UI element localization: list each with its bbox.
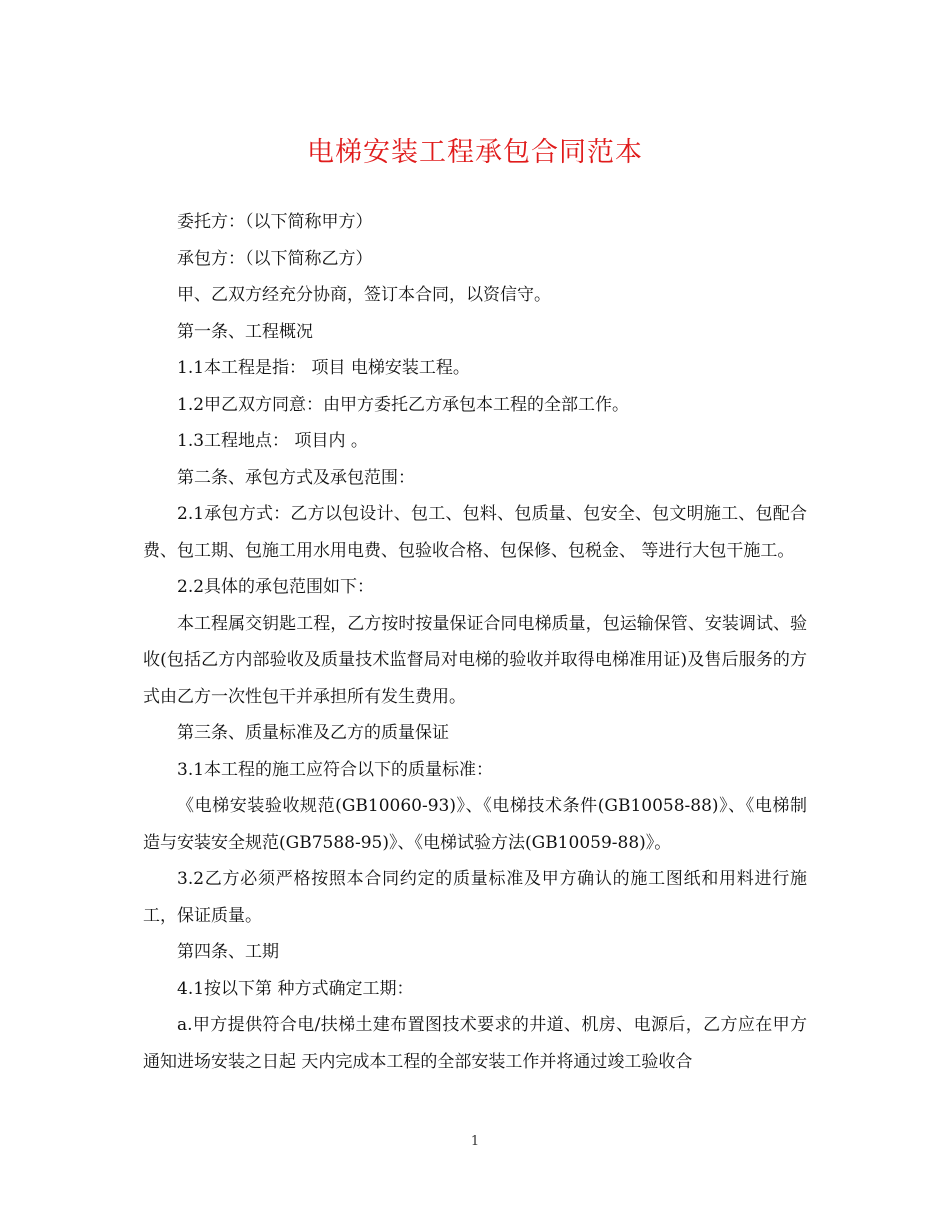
section-heading: 第四条、工期: [177, 942, 279, 962]
section-heading: 第三条、质量标准及乙方的质量保证: [177, 723, 449, 743]
paragraph: 3.2乙方必须严格按照本合同约定的质量标准及甲方确认的施工图纸和用料进行施工，保证质量。: [143, 869, 807, 926]
paragraph: 承包方：（以下简称乙方）: [177, 248, 373, 269]
document-body: [143, 204, 807, 1080]
paragraph: 1.2甲乙双方同意：由甲方委托乙方承包本工程的全部工作。: [177, 394, 630, 415]
paragraph: a.甲方提供符合电/扶梯土建布置图技术要求的井道、机房、电源后，乙方应在甲方通知进场安装之日起 天内完成本工程的全部安装工作并将通过竣工验收合: [143, 1015, 807, 1072]
paragraph: 4.1按以下第 种方式确定工期：: [177, 978, 414, 999]
paragraph: 甲、乙双方经充分协商，签订本合同，以资信守。: [177, 285, 551, 305]
paragraph: 1.1本工程是指： 项目 电梯安装工程。: [177, 358, 470, 378]
paragraph: 2.2具体的承包范围如下：: [177, 577, 375, 597]
paragraph: 1.3工程地点： 项目内 。: [177, 431, 368, 451]
paragraph: 本工程属交钥匙工程，乙方按时按量保证合同电梯质量，包运输保管、安装调试、验收(包括乙方内部验收及质量技术监督局对电梯的验收并取得电梯准用证)及售后服务的方式由乙方一次性包干并承担所有发生费用。: [143, 613, 807, 707]
paragraph: 2.1承包方式：乙方以包设计、包工、包料、包质量、包安全、包文明施工、包配合费、包工期、包施工用水用电费、包验收合格、包保修、包税金、 等进行大包干施工。: [143, 504, 807, 561]
section-heading: 第一条、工程概况: [177, 321, 313, 342]
paragraph: 3.1本工程的施工应符合以下的质量标准：: [177, 759, 494, 780]
paragraph: 《电梯安装验收规范(GB10060-93)》、《电梯技术条件(GB10058-88)》、《电梯制造与安装安全规范(GB7588-95)》、《电梯试验方法(GB10059-88)》。: [143, 796, 807, 853]
section-heading: 第二条、承包方式及承包范围：: [177, 467, 415, 488]
paragraph: 委托方：（以下简称甲方）: [177, 212, 373, 232]
document-title: 电梯安装工程承包合同范本: [307, 137, 643, 168]
page-number: 1: [470, 1134, 480, 1149]
